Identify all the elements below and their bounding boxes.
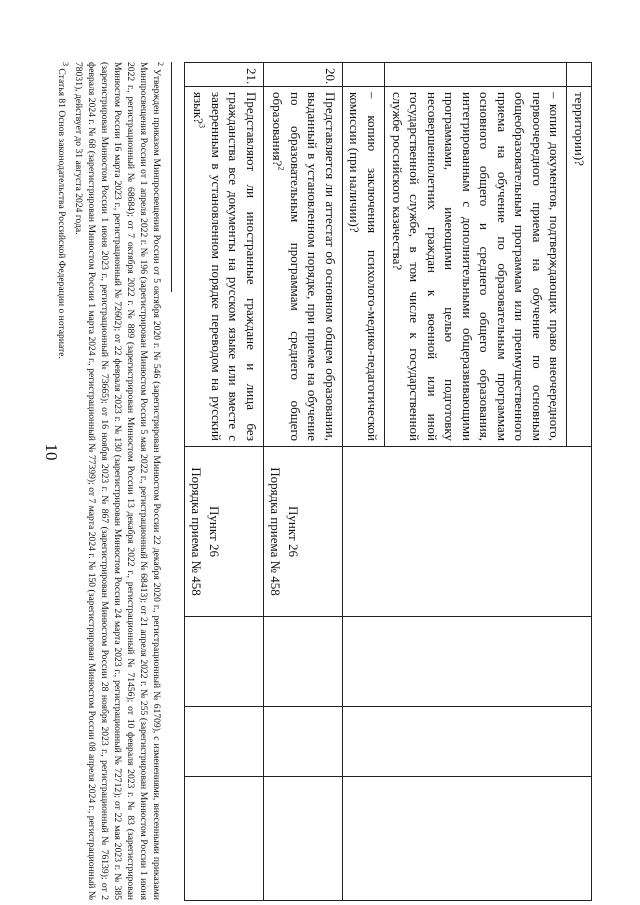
footnote-ref: 2	[276, 166, 286, 171]
question-cell: – копии документов, подтверждающих право внеочередного, первоочередного приема на обучение по основным общеобразовательным программам или преимущественного приема на обучение по образовательным программам основного общего и среднего общего образования, интегрированным с дополнительными общеразвивающими программами, имеющими целью подготовку несовершеннолетних граждан к военной или иной государственной службе, в том числе к государственной службе российского казачества?	[384, 87, 566, 447]
ref-cell	[342, 447, 591, 617]
ref-cell	[263, 447, 342, 617]
ref-line: Порядка приема № 458	[189, 467, 205, 596]
row-number	[384, 63, 566, 87]
answer-no-cell	[263, 707, 342, 777]
question-cell	[263, 87, 342, 447]
ref-line: Пункт 26	[206, 506, 222, 557]
question-cell: – копию заключения психолого-медико-педагогической комиссии (при наличии)?	[342, 87, 384, 447]
footnote-text: Статья 81 Основ законодательства Российской Федерации о нотариате.	[56, 68, 68, 359]
question-text: Представляется ли аттестат об основном общем образовании, выданный в установленном порядке, при приеме на обучение по образовательным программам среднего общего образования?	[270, 92, 338, 441]
footnote-mark: 2	[156, 62, 165, 66]
row-number	[342, 63, 384, 87]
page-number: 10	[42, 443, 61, 461]
row-number	[567, 63, 592, 87]
table-row	[263, 63, 342, 901]
footnote	[54, 62, 70, 900]
footnote-divider	[171, 62, 172, 292]
table-row	[567, 63, 592, 901]
footnote-mark: 3	[61, 62, 71, 66]
ref-line: Порядка приема № 458	[268, 467, 284, 596]
rotated-content	[56, 62, 592, 902]
footnote	[71, 62, 165, 900]
footnotes	[53, 62, 172, 900]
answer-no-cell	[184, 707, 263, 777]
table-row	[184, 63, 263, 901]
row-number: 20.	[263, 63, 342, 87]
ref-cell	[184, 447, 263, 617]
answer-yes-cell	[184, 617, 263, 707]
checklist-table	[184, 62, 592, 901]
answer-yes-cell	[263, 617, 342, 707]
answer-yes-cell	[342, 617, 591, 707]
question-cell: территории)?	[567, 87, 592, 447]
note-cell	[342, 777, 591, 901]
answer-no-cell	[342, 707, 591, 777]
question-cell	[184, 87, 263, 447]
note-cell	[263, 777, 342, 901]
footnote-ref: 3	[197, 123, 207, 128]
ref-line: Пункт 26	[285, 506, 301, 557]
row-number: 21.	[184, 63, 263, 87]
question-text: Представляют ли иностранные граждане и лица без гражданства все документы на русском языке или вместе с заверенным в установленном порядке переводом на русский язык?	[191, 92, 259, 441]
note-cell	[184, 777, 263, 901]
footnote-text: Утвержден приказом Минпросвещения России от 5 октября 2020 г. № 546 (зарегистрирован Минюстом России 22 декабря 2020 г., регистрационный № 61709), с изменениями, внесенными приказами Минпросвещения России от 1 апреля 2022 г. № 196 (зарегистрирован Минюстом России 5 мая 2022 г., регистрационный № 68413); от 21 апреля 2022 г. № 255 (зарегистрирован Минюстом России 1 июня 2022 г., регистрационный № 68684); от 7 октября 2022 г. № 889 (зарегистрирован Минюстом России 13 декабря 2022 г., регистрационный № 71456); от 10 февраля 2023 г. № 83 (зарегистрирован Минюстом России 16 марта 2023 г., регистрационный № 72602); от 22 февраля 2023 г. № 130 (зарегистрирован Минюстом России 24 марта 2023 г., регистрационный № 72712); от 22 мая 2023 г. № 385 (зарегистрирован Минюстом России 1 июня 2023 г., регистрационный № 73665); от 16 ноября 2023 г. № 867 (зарегистрирован Минюстом России 28 ноября 2023 г., регистрационный № 76139); от 2 февраля 2024 г. № 68 (зарегистрирован Минюстом России 1 марта 2024 г., регистрационный № 77399); от 7 марта 2024 г. № 150 (зарегистрирован Минюстом России 08 апреля 2024 г., регистрационный № 78031), действует до 31 августа 2024 года.	[73, 62, 162, 900]
